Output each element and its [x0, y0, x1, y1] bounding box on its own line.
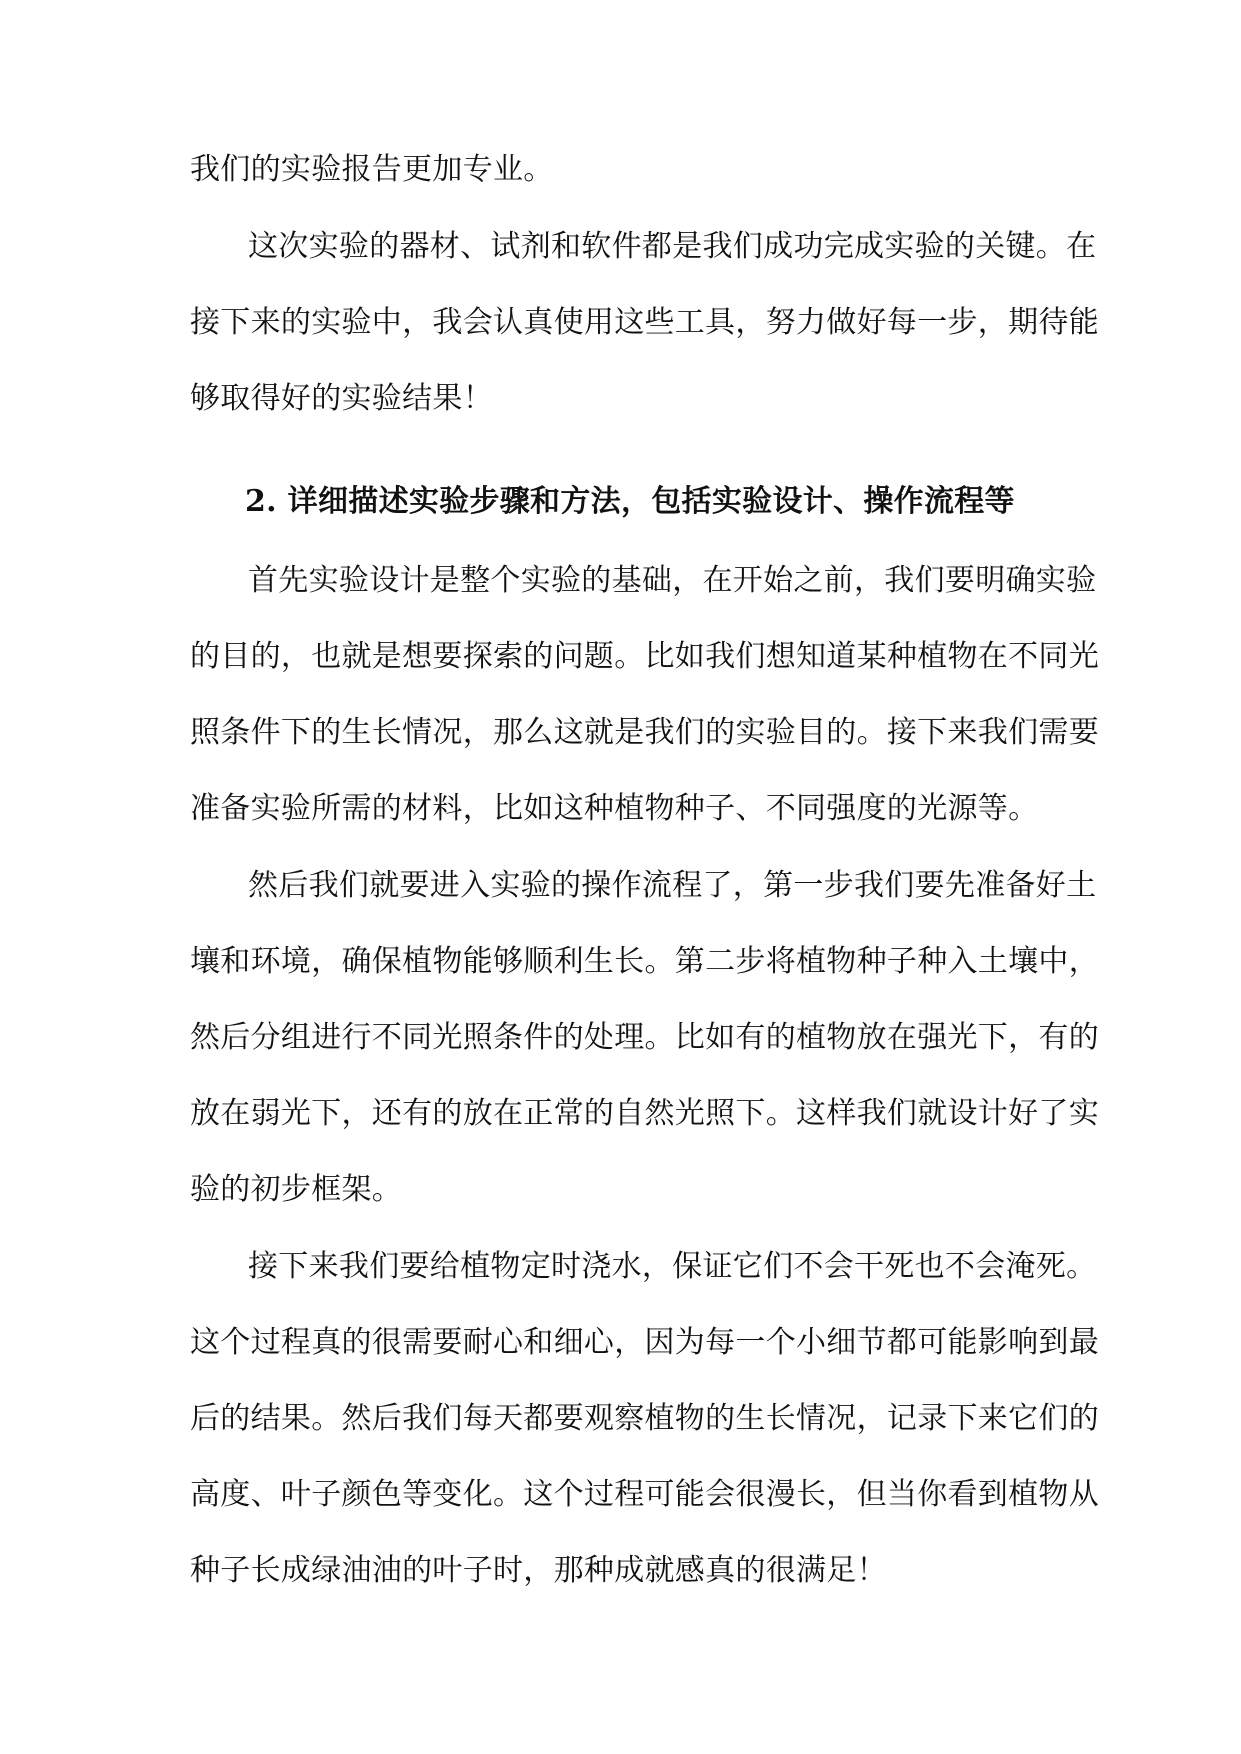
paragraph-line: 接下来的实验中，我会认真使用这些工具，努力做好每一步，期待能: [190, 305, 1099, 340]
paragraph-line: 然后分组进行不同光照条件的处理。比如有的植物放在强光下，有的: [190, 1020, 1099, 1055]
paragraph-line: 验的初步框架。: [190, 1172, 403, 1207]
paragraph-line: 放在弱光下，还有的放在正常的自然光照下。这样我们就设计好了实: [190, 1096, 1099, 1131]
paragraph-line: 我们的实验报告更加专业。: [190, 152, 554, 187]
paragraph-line: 壤和环境，确保植物能够顺利生长。第二步将植物种子种入土壤中，: [190, 944, 1099, 979]
paragraph-line: 准备实验所需的材料，比如这种植物种子、不同强度的光源等。: [190, 791, 1039, 826]
paragraph-line: 这次实验的器材、试剂和软件都是我们成功完成实验的关键。在: [248, 229, 1097, 264]
paragraph-line: 后的结果。然后我们每天都要观察植物的生长情况，记录下来它们的: [190, 1401, 1099, 1436]
paragraph-line: 首先实验设计是整个实验的基础，在开始之前，我们要明确实验: [248, 563, 1097, 598]
paragraph-line: 够取得好的实验结果！: [190, 381, 493, 416]
paragraph-line: 照条件下的生长情况，那么这就是我们的实验目的。接下来我们需要: [190, 715, 1099, 750]
paragraph-line: 接下来我们要给植物定时浇水，保证它们不会干死也不会淹死。: [248, 1249, 1097, 1284]
paragraph-line: 这个过程真的很需要耐心和细心，因为每一个小细节都可能影响到最: [190, 1325, 1099, 1360]
paragraph-line: 然后我们就要进入实验的操作流程了，第一步我们要先准备好土: [248, 868, 1097, 903]
paragraph-line: 高度、叶子颜色等变化。这个过程可能会很漫长，但当你看到植物从: [190, 1477, 1099, 1512]
section-heading: 2. 详细描述实验步骤和方法，包括实验设计、操作流程等: [245, 484, 1015, 519]
paragraph-line: 种子长成绿油油的叶子时，那种成就感真的很满足！: [190, 1553, 887, 1588]
paragraph-line: 的目的，也就是想要探索的问题。比如我们想知道某种植物在不同光: [190, 639, 1099, 674]
